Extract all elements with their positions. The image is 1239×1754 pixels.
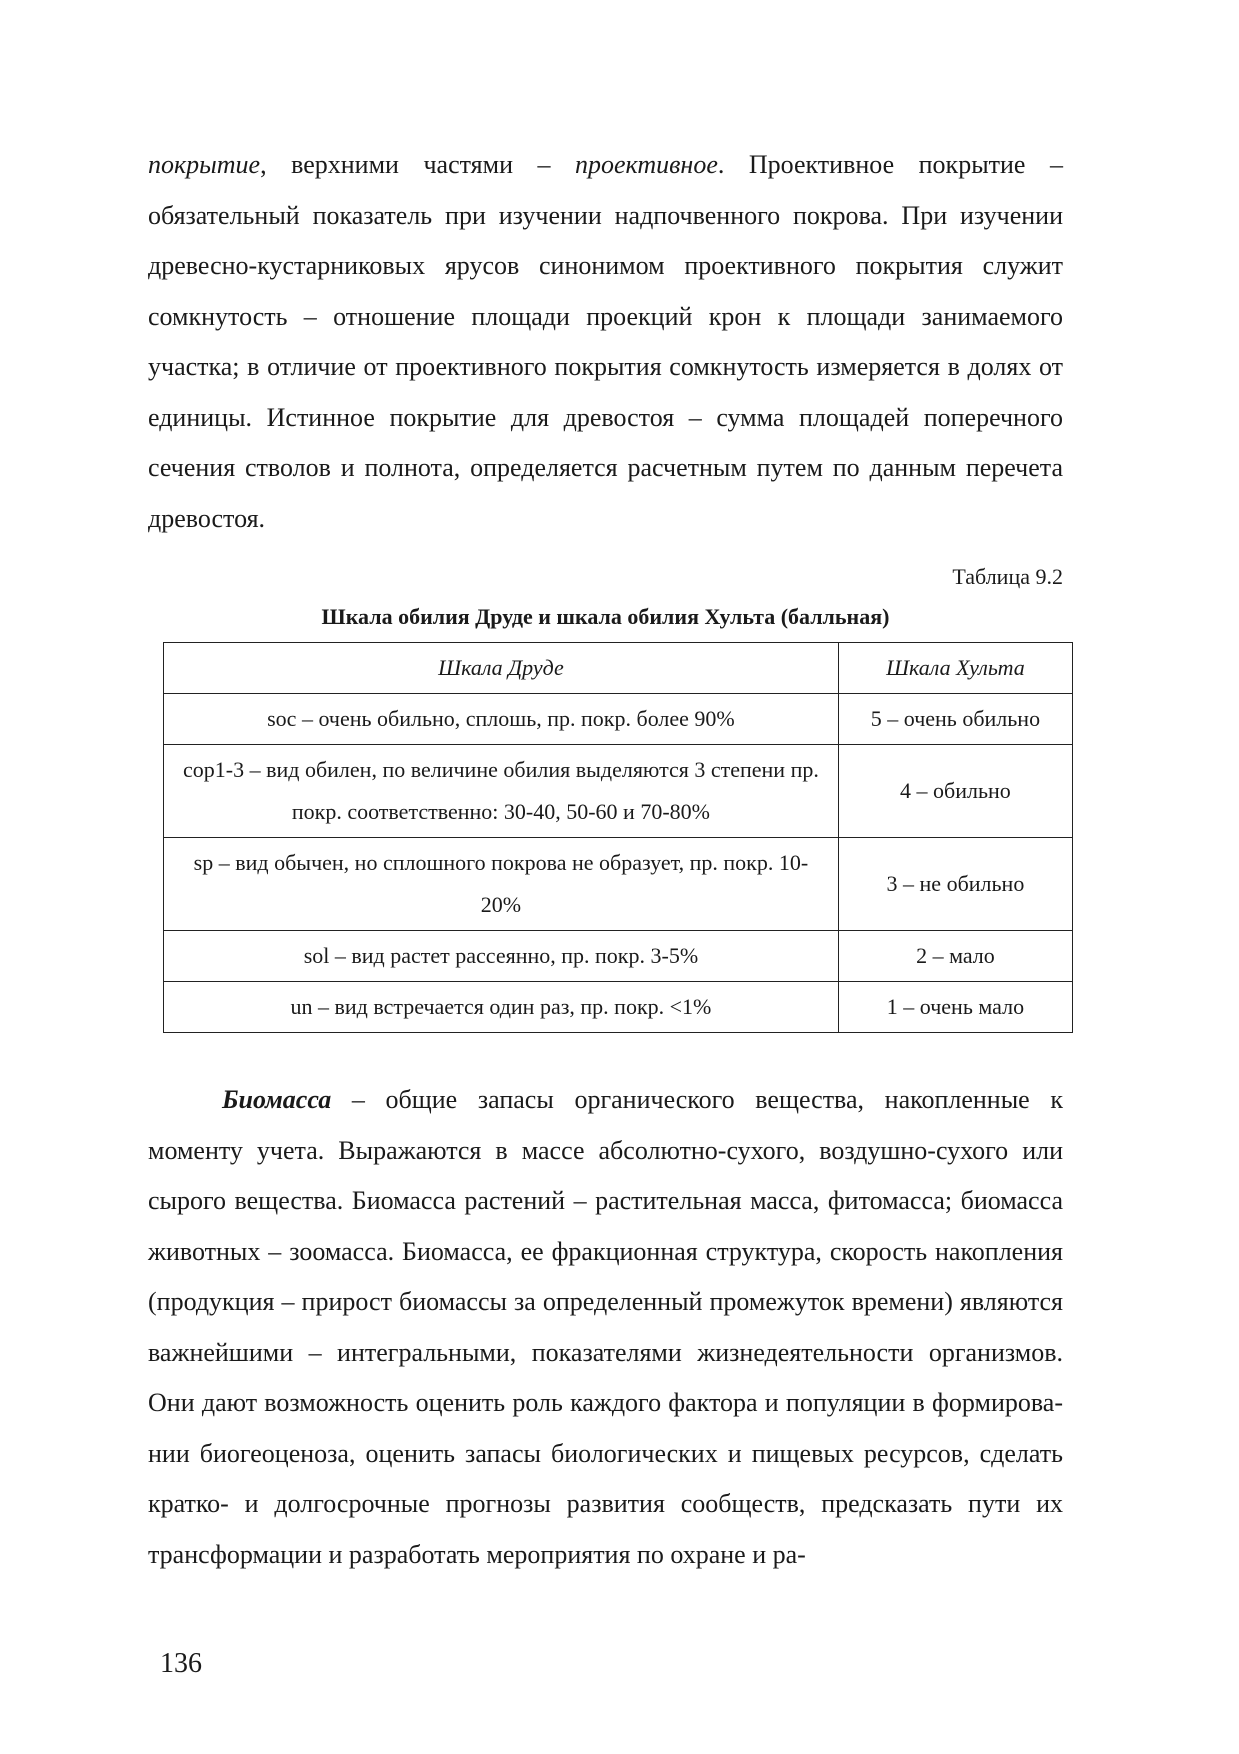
term-biomassa: Биомасса	[222, 1085, 332, 1114]
top-paragraph-text-2: . Проективное покрытие – обязательный показатель при изучении надпочвенного покрова. При изучении древесно-кустарниковых ярусов синонимом проективного покрытия служит сомкнутость – отношение площади проекций крон к площади занимаемого участка; в отличие от проективного покрытия сомкнутость измеряется в долях от единицы. Истинное покрытие для древостоя – сумма площадей поперечного сечения стволов и полнота, определяется расчетным путем по данным перечета древостоя.	[148, 150, 1063, 533]
table-row	[164, 838, 1073, 931]
hult-cell: 5 – очень обильно	[838, 694, 1072, 745]
top-paragraph	[148, 140, 1063, 544]
drude-cell: sol – вид растет рассеянно, пр. покр. 3-5%	[164, 931, 839, 982]
header-drude: Шкала Друде	[164, 643, 839, 694]
hult-cell: 4 – обильно	[838, 745, 1072, 838]
table-row	[164, 931, 1073, 982]
table-title: Шкала обилия Друде и шкала обилия Хульта (балльная)	[321, 604, 890, 629]
page-content	[148, 140, 1063, 1580]
biomass-paragraph-text: – общие запасы органического вещества, накопленные к моменту учета. Выражаются в массе абсолютно-сухого, воздушно-сухого или сырого вещества. Биомасса растений – растительная масса, фитомасса; биомасса животных – зоомасса. Биомасса, ее фракционная структура, скорость накопления (продукция – прирост биомассы за определенный промежуток времени) являются важнейшими – интегральными, показателями жизнедеятельности организмов. Они дают возможность оценить роль каждого фактора и популяции в формировании биогеоценоза, оценить запасы биологических и пищевых ресурсов, сделать кратко- и долгосрочные прогнозы развития сообществ, предсказать пути их трансформации и разработать мероприятия по охране и ра-	[148, 1085, 1063, 1569]
abundance-scale-table	[163, 642, 1073, 1033]
term-pokrytie: покрытие	[148, 150, 261, 179]
drude-cell: sp – вид обычен, но сплошного покрова не образует, пр. покр. 10-20%	[164, 838, 839, 931]
top-paragraph-text-1: , верхними частями –	[260, 150, 575, 179]
page-number: 136	[160, 1648, 202, 1679]
table-row	[164, 694, 1073, 745]
table-header-row	[164, 643, 1073, 694]
spacer	[148, 1033, 1063, 1075]
drude-cell: un – вид встречается один раз, пр. покр. <1%	[164, 982, 839, 1033]
drude-cell: soc – очень обильно, сплошь, пр. покр. более 90%	[164, 694, 839, 745]
table-row	[164, 982, 1073, 1033]
hult-cell: 3 – не обильно	[838, 838, 1072, 931]
drude-cell: cop1-3 – вид обилен, по величине обилия выделяются 3 степени пр. покр. соответственно: 30-40, 50-60 и 70-80%	[164, 745, 839, 838]
hult-cell: 1 – очень мало	[838, 982, 1072, 1033]
biomass-paragraph	[148, 1075, 1063, 1580]
term-proektivnoe: проективное	[575, 150, 718, 179]
header-hult: Шкала Хульта	[838, 643, 1072, 694]
table-number: Таблица 9.2	[952, 564, 1063, 589]
hult-cell: 2 – мало	[838, 931, 1072, 982]
table-row	[164, 745, 1073, 838]
